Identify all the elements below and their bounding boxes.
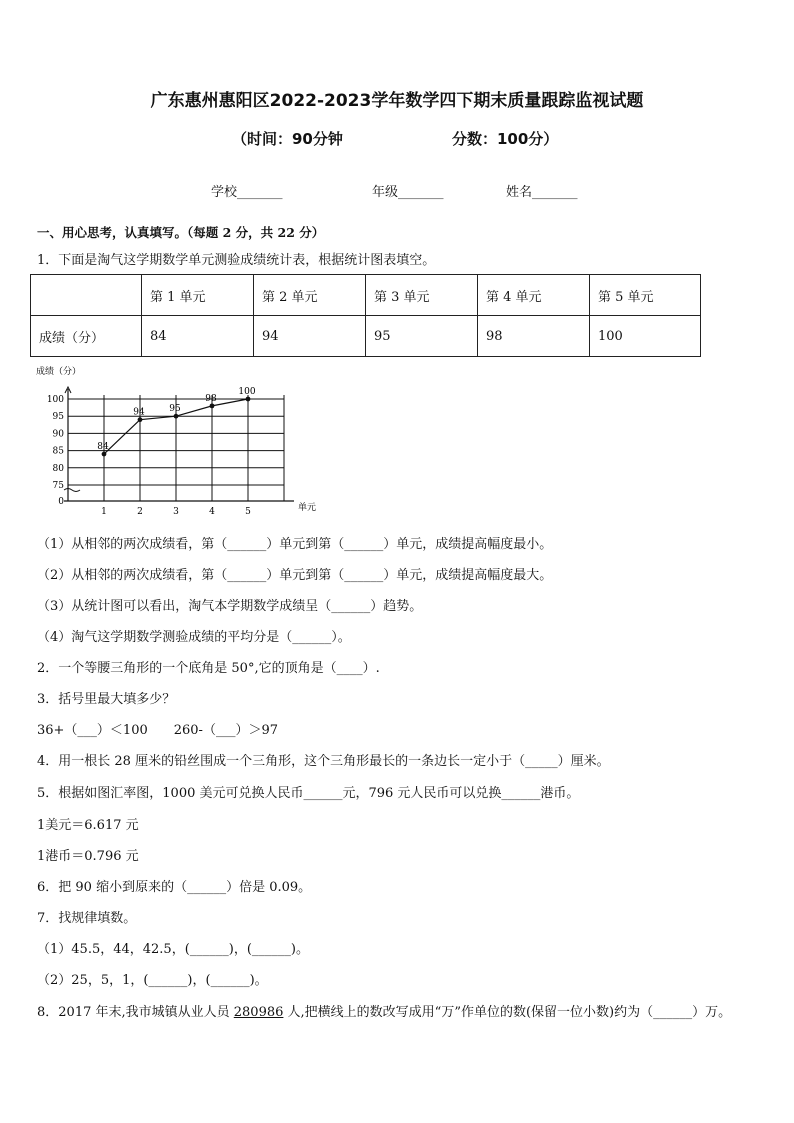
question-1-sub1: （1）从相邻的两次成绩看，第（______）单元到第（______）单元，成绩提高幅度最小。 [37, 537, 553, 552]
question-5-rate2: 1港币＝0.796 元 [37, 849, 139, 864]
table-header-row [31, 275, 701, 316]
question-4: 4．用一根长 28 厘米的铅丝围成一个三角形，这个三角形最长的一条边长一定小于（_____）厘米。 [37, 754, 610, 769]
x-tick-label: 1 [101, 507, 107, 517]
question-6: 6．把 90 缩小到原来的（______）倍是 0.09。 [37, 880, 312, 895]
page-title: 广东惠州惠阳区2022-2023学年数学四下期末质量跟踪监视试题 [150, 91, 644, 111]
school-field[interactable]: 学校_______ [211, 185, 283, 200]
y-tick-label: 75 [52, 481, 64, 491]
chart-ticks [47, 395, 251, 517]
table-cell: 95 [366, 316, 478, 357]
question-1-stem: 1．下面是淘气这学期数学单元测验成绩统计表，根据统计图表填空。 [37, 253, 436, 268]
score-line-chart [36, 364, 336, 520]
question-1-sub4: （4）淘气这学期数学测验成绩的平均分是（______）。 [37, 630, 351, 645]
table-cell: 100 [590, 316, 701, 357]
table-cell: 98 [478, 316, 590, 357]
grade-field[interactable]: 年级_______ [372, 185, 444, 200]
table-header: 第 4 单元 [478, 275, 590, 316]
question-1-sub3: （3）从统计图可以看出，淘气本学期数学成绩呈（______）趋势。 [37, 599, 423, 614]
data-label: 94 [133, 407, 145, 418]
question-8-number: 280986 [233, 1005, 284, 1020]
question-8 [37, 1001, 731, 1020]
data-point [210, 403, 215, 408]
question-8-post: 人,把横线上的数改写成用“万”作单位的数(保留一位小数)约为（______）万。 [283, 1005, 732, 1020]
data-point [102, 452, 107, 457]
question-1-sub2: （2）从相邻的两次成绩看，第（______）单元到第（______）单元，成绩提高幅度最大。 [37, 568, 553, 583]
chart-ylabel: 成绩（分） [36, 367, 82, 377]
question-8-pre: 8．2017 年末,我市城镇从业人员 [37, 1005, 234, 1020]
exam-time: （时间：90分钟 [232, 130, 343, 148]
data-point [246, 397, 251, 402]
axis-break [64, 489, 80, 492]
chart-series [97, 387, 256, 456]
name-field[interactable]: 姓名_______ [506, 185, 578, 200]
x-tick-label: 2 [137, 507, 143, 517]
data-point [138, 417, 143, 422]
question-5-stem: 5．根据如图汇率图，1000 美元可兑换人民币______元，796 元人民币可以兑换______港币。 [37, 786, 580, 801]
y-tick-label: 90 [52, 429, 64, 440]
question-7-sub2: （2）25，5，1，(______)，(______)。 [37, 973, 268, 988]
table-row-label: 成绩（分） [31, 316, 142, 357]
data-label: 95 [169, 404, 181, 415]
table-header: 第 3 单元 [366, 275, 478, 316]
y-tick-label: 95 [52, 412, 64, 423]
question-3-stem: 3．括号里最大填多少？ [37, 692, 176, 707]
table-cell: 84 [142, 316, 254, 357]
data-point [174, 414, 179, 419]
table-header: 第 2 单元 [254, 275, 366, 316]
y-tick-label: 100 [46, 395, 64, 405]
score-table [30, 274, 701, 357]
chart-xlabel: 单元 [298, 503, 317, 513]
question-7-stem: 7．找规律填数。 [37, 911, 137, 926]
x-tick-label: 4 [209, 507, 215, 517]
y-tick-label: 0 [58, 497, 64, 507]
table-cell: 94 [254, 316, 366, 357]
table-row [31, 316, 701, 357]
y-tick-label: 80 [52, 463, 64, 474]
x-tick-label: 3 [173, 507, 179, 517]
question-3-line: 36+（___）＜100 260-（___）＞97 [37, 723, 278, 738]
table-cell [31, 275, 142, 316]
table-header: 第 5 单元 [590, 275, 701, 316]
x-tick-label: 5 [245, 507, 251, 517]
y-tick-label: 85 [52, 446, 64, 457]
data-label: 84 [97, 442, 109, 453]
data-label: 100 [238, 387, 256, 397]
question-5-rate1: 1美元＝6.617 元 [37, 818, 139, 833]
exam-score: 分数：100分） [452, 130, 559, 148]
table-header: 第 1 单元 [142, 275, 254, 316]
section-heading: 一、用心思考，认真填写。（每题 2 分，共 22 分） [37, 225, 325, 240]
question-2: 2．一个等腰三角形的一个底角是 50°,它的顶角是（____）. [37, 661, 380, 676]
data-label: 98 [205, 393, 217, 404]
question-7-sub1: （1）45.5，44，42.5，(______)，(______)。 [37, 942, 309, 957]
